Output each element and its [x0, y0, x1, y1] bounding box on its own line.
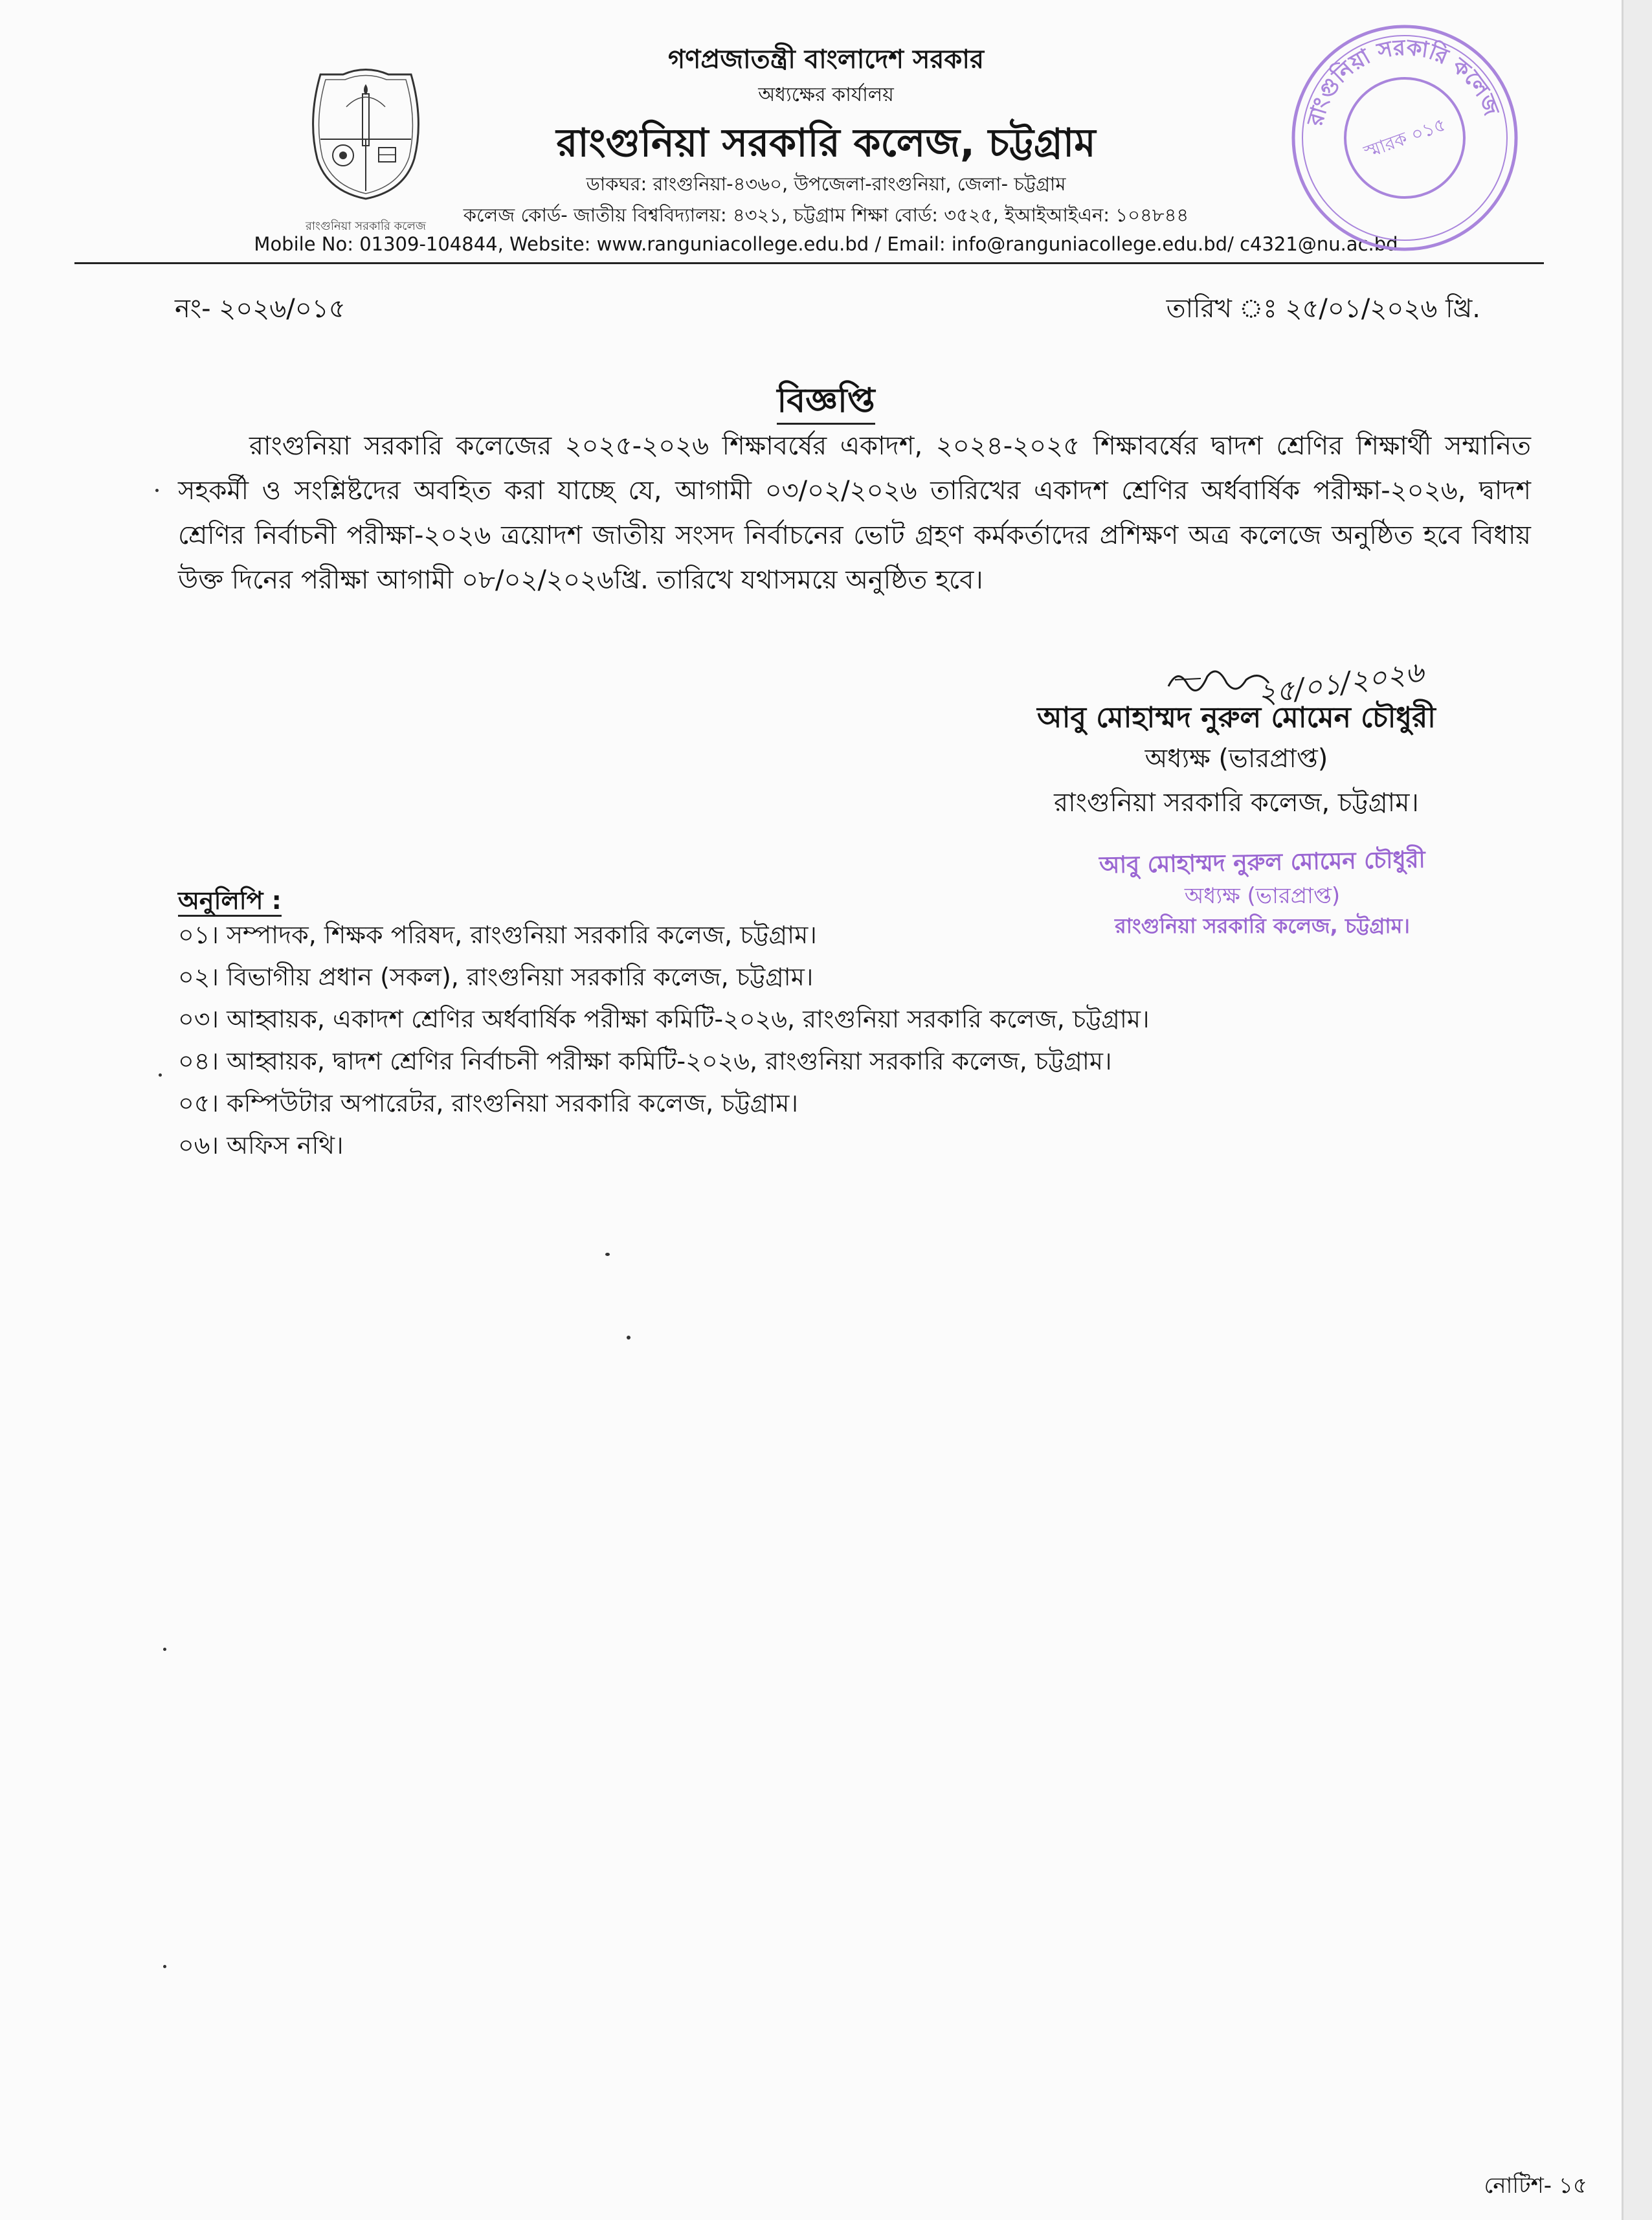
notice-number-footer: নোটিশ- ১৫: [1484, 2173, 1587, 2199]
notice-body: রাংগুনিয়া সরকারি কলেজের ২০২৫-২০২৬ শিক্ষাবর্ষের একাদশ, ২০২৪-২০২৫ শিক্ষাবর্ষের দ্বাদশ শ্রেণির শিক্ষার্থী সম্মানিত সহকর্মী ও সংশ্লিষ্টদের অবহিত করা যাচ্ছে যে, আগামী ০৩/০২/২০২৬ তারিখের একাদশ শ্রেণির অর্ধবার্ষিক পরীক্ষা-২০২৬, দ্বাদশ শ্রেণির নির্বাচনী পরীক্ষা-২০২৬ ত্রয়োদশ জাতীয় সংসদ নির্বাচনের ভোট গ্রহণ কর্মকর্তাদের প্রশিক্ষণ অত্র কলেজে অনুষ্ঠিত হবে বিধায় উক্ত দিনের পরীক্ষা আগামী ০৮/০২/২০২৬খ্রি. তারিখে যথাসময়ে অনুষ্ঠিত হবে।: [178, 431, 1531, 595]
scan-speck: [163, 1648, 166, 1651]
copies-list: [178, 914, 1150, 1167]
copies-list-item: ০৩। আহ্বায়ক, একাদশ শ্রেণির অর্ধবার্ষিক পরীক্ষা কমিটি-২০২৬, রাংগুনিয়া সরকারি কলেজ, চট্টগ্রাম।: [178, 1005, 1150, 1033]
signatory-designation: অধ্যক্ষ (ভারপ্রাপ্ত): [1144, 744, 1328, 774]
svg-text:২৫/০১/২০২৬: ২৫/০১/২০২৬: [1255, 655, 1426, 712]
notice-title: বিজ্ঞপ্তি: [0, 374, 1652, 431]
copies-list-item: ০৫। কম্পিউটার অপারেটর, রাংগুনিয়া সরকারি কলেজ, চট্টগ্রাম।: [178, 1089, 798, 1117]
scan-speck: [605, 1253, 610, 1256]
header-divider: [74, 262, 1544, 264]
stamp-name: আবু মোহাম্মদ নুরুল মোমেন চৌধুরী: [1099, 846, 1426, 879]
college-codes: কলেজ কোর্ড- জাতীয় বিশ্ববিদ্যালয়: ৪৩২১, চট্টগ্রাম শিক্ষা বোর্ড: ৩৫২৫, ইআইআইএন: ১০৪৮৪৪: [463, 204, 1189, 226]
signatory-name: আবু মোহাম্মদ নুরুল মোমেন চৌধুরী: [1037, 701, 1436, 734]
stamp-designation: অধ্যক্ষ (ভারপ্রাপ্ত): [1184, 883, 1341, 909]
government-name: গণপ্রজাতন্ত্রী বাংলাদেশ সরকার: [668, 45, 984, 74]
college-name: রাংগুনিয়া সরকারি কলেজ, চট্টগ্রাম: [556, 120, 1096, 166]
copies-heading: অনুলিপি :: [178, 882, 282, 923]
contact-line: Mobile No: 01309-104844, Website: www.ranguniacollege.edu.bd / Email: info@ranguniacollege.edu.bd/ c4321@nu.ac.bd: [254, 233, 1398, 255]
scan-speck: [163, 1965, 166, 1968]
official-seal-icon: [1285, 18, 1524, 258]
copies-list-item: ০১। সম্পাদক, শিক্ষক পরিষদ, রাংগুনিয়া সরকারি কলেজ, চট্টগ্রাম।: [178, 921, 817, 949]
svg-text:রাংগুনিয়া সরকারি কলেজ: রাংগুনিয়া সরকারি কলেজ: [1302, 34, 1504, 129]
reference-number: নং- ২০২৬/০১৫: [175, 294, 346, 324]
scan-speck: [155, 489, 159, 492]
post-address: ডাকঘর: রাংগুনিয়া-৪৩৬০, উপজেলা-রাংগুনিয়া, জেলা- চট্টগ্রাম: [586, 173, 1066, 195]
copies-list-item: ০৪। আহ্বায়ক, দ্বাদশ শ্রেণির নির্বাচনী পরীক্ষা কমিটি-২০২৬, রাংগুনিয়া সরকারি কলেজ, চট্টগ্রাম।: [178, 1047, 1112, 1075]
logo-caption: রাংগুনিয়া সরকারি কলেজ: [306, 219, 426, 233]
scan-speck: [159, 1073, 162, 1077]
copies-list-item: ০২। বিভাগীয় প্রধান (সকল), রাংগুনিয়া সরকারি কলেজ, চট্টগ্রাম।: [178, 963, 814, 991]
office-name: অধ্যক্ষের কার্যালয়: [758, 84, 894, 106]
copies-list-item: ০৬। অফিস নথি।: [178, 1131, 344, 1160]
scan-speck: [627, 1336, 631, 1340]
signatory-institution: রাংগুনিয়া সরকারি কলেজ, চট্টগ্রাম।: [1054, 788, 1419, 818]
svg-text:স্মারক ০১৫: স্মারক ০১৫: [1361, 113, 1449, 163]
issue-date: তারিখ ঃ ২৫/০১/২০২৬ খ্রি.: [1166, 294, 1480, 324]
stamp-institution: রাংগুনিয়া সরকারি কলেজ, চট্টগ্রাম।: [1115, 914, 1410, 938]
scan-edge: [1624, 0, 1652, 2220]
